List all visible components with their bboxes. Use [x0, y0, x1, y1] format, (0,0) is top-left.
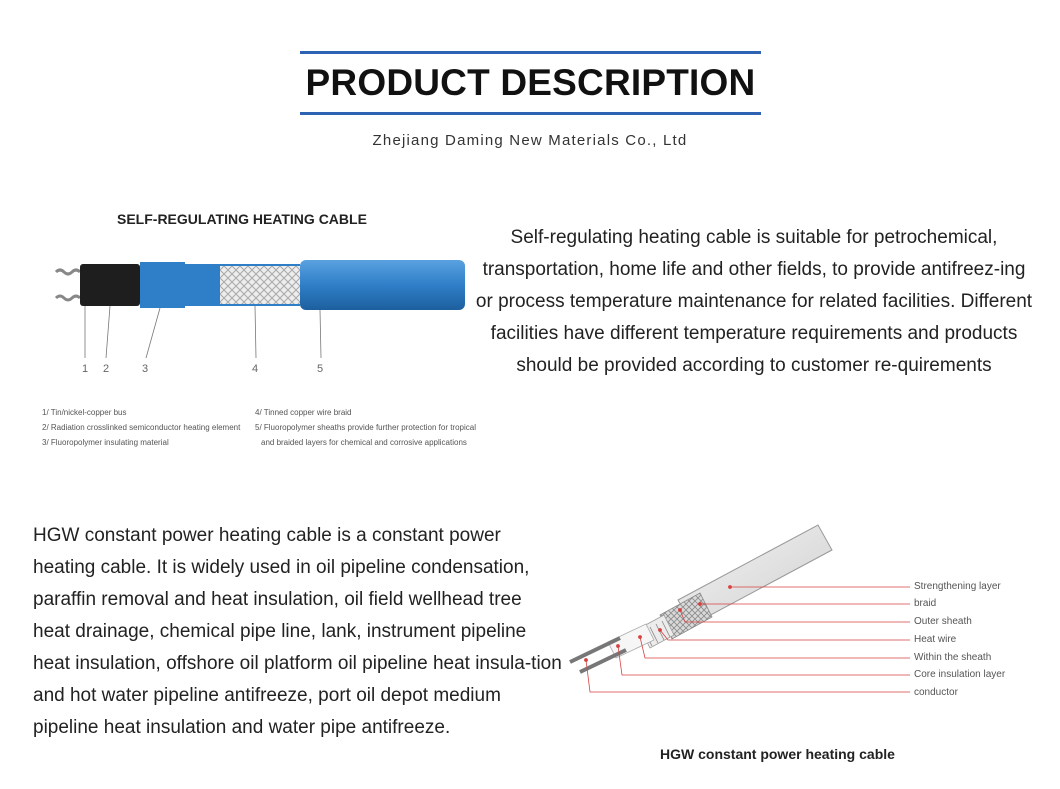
- company-name: Zhejiang Daming New Materials Co., Ltd: [372, 132, 688, 149]
- leader-lines: [85, 306, 321, 358]
- outer-jacket: [300, 260, 465, 310]
- inner-core: [80, 264, 140, 306]
- legend-item-2: 2/ Radiation crosslinked semiconductor heating element: [42, 423, 241, 432]
- hgw-label-strengthening-layer: Strengthening layer: [914, 581, 1001, 592]
- hgw-label-outer-sheath: Outer sheath: [914, 616, 972, 627]
- part-number-4: 4: [252, 363, 259, 375]
- hgw-label-braid: braid: [914, 598, 937, 609]
- title-top-rule: [300, 51, 761, 54]
- hgw-description: HGW constant power heating cable is a constant power heating cable. It is widely used in oil pipeline condensation, paraffin removal and heat insulation, oil field wellhead tree heat drainage, chemical pipe line, lank, instrument pipeline heat insulation, offshore oil platform oil pipeline heat insula-tion and hot water pipeline antifreeze, port oil depot medium pipeline heat insulation and water pipe antifreeze.: [33, 525, 562, 738]
- part-number-1: 1: [82, 363, 89, 375]
- insulation-layer: [140, 262, 185, 308]
- hgw-cable-illustration: [560, 520, 920, 710]
- legend-item-1: 1/ Tin/nickel-copper bus: [42, 408, 127, 417]
- legend-item-4: 4/ Tinned copper wire braid: [255, 408, 352, 417]
- legend-item-5: 5/ Fluoropolymer sheaths provide further protection for tropical: [255, 423, 476, 432]
- title-bottom-rule: [300, 112, 761, 115]
- hgw-label-core-insulation-layer: Core insulation layer: [914, 669, 1006, 680]
- page-title: PRODUCT DESCRIPTION: [305, 62, 756, 103]
- part-number-2: 2: [103, 363, 110, 375]
- hgw-figure-caption: HGW constant power heating cable: [660, 746, 895, 762]
- self-regulating-figure-title: SELF-REGULATING HEATING CABLE: [117, 211, 367, 227]
- self-regulating-cable-illustration: [40, 250, 480, 370]
- self-regulating-description: Self-regulating heating cable is suitable for petrochemical, transportation, home life and other fields, to provide antifreez-ing or process temperature maintenance for related facilities. Different facilities have different temperature requirements and products should be provided according to customer re-quirements: [475, 227, 1033, 376]
- hgw-label-heat-wire: Heat wire: [914, 634, 957, 645]
- hgw-label-within-the-sheath: Within the sheath: [914, 652, 992, 663]
- legend-item-3: 3/ Fluoropolymer insulating material: [42, 438, 169, 447]
- part-number-5: 5: [317, 363, 324, 375]
- bus-wires: [56, 270, 80, 300]
- part-number-3: 3: [142, 363, 149, 375]
- hgw-label-conductor: conductor: [914, 687, 958, 698]
- legend-item-5-continued: and braided layers for chemical and corrosive applications: [261, 438, 467, 447]
- hgw-cable-body: [570, 525, 832, 672]
- copper-braid: [220, 266, 300, 304]
